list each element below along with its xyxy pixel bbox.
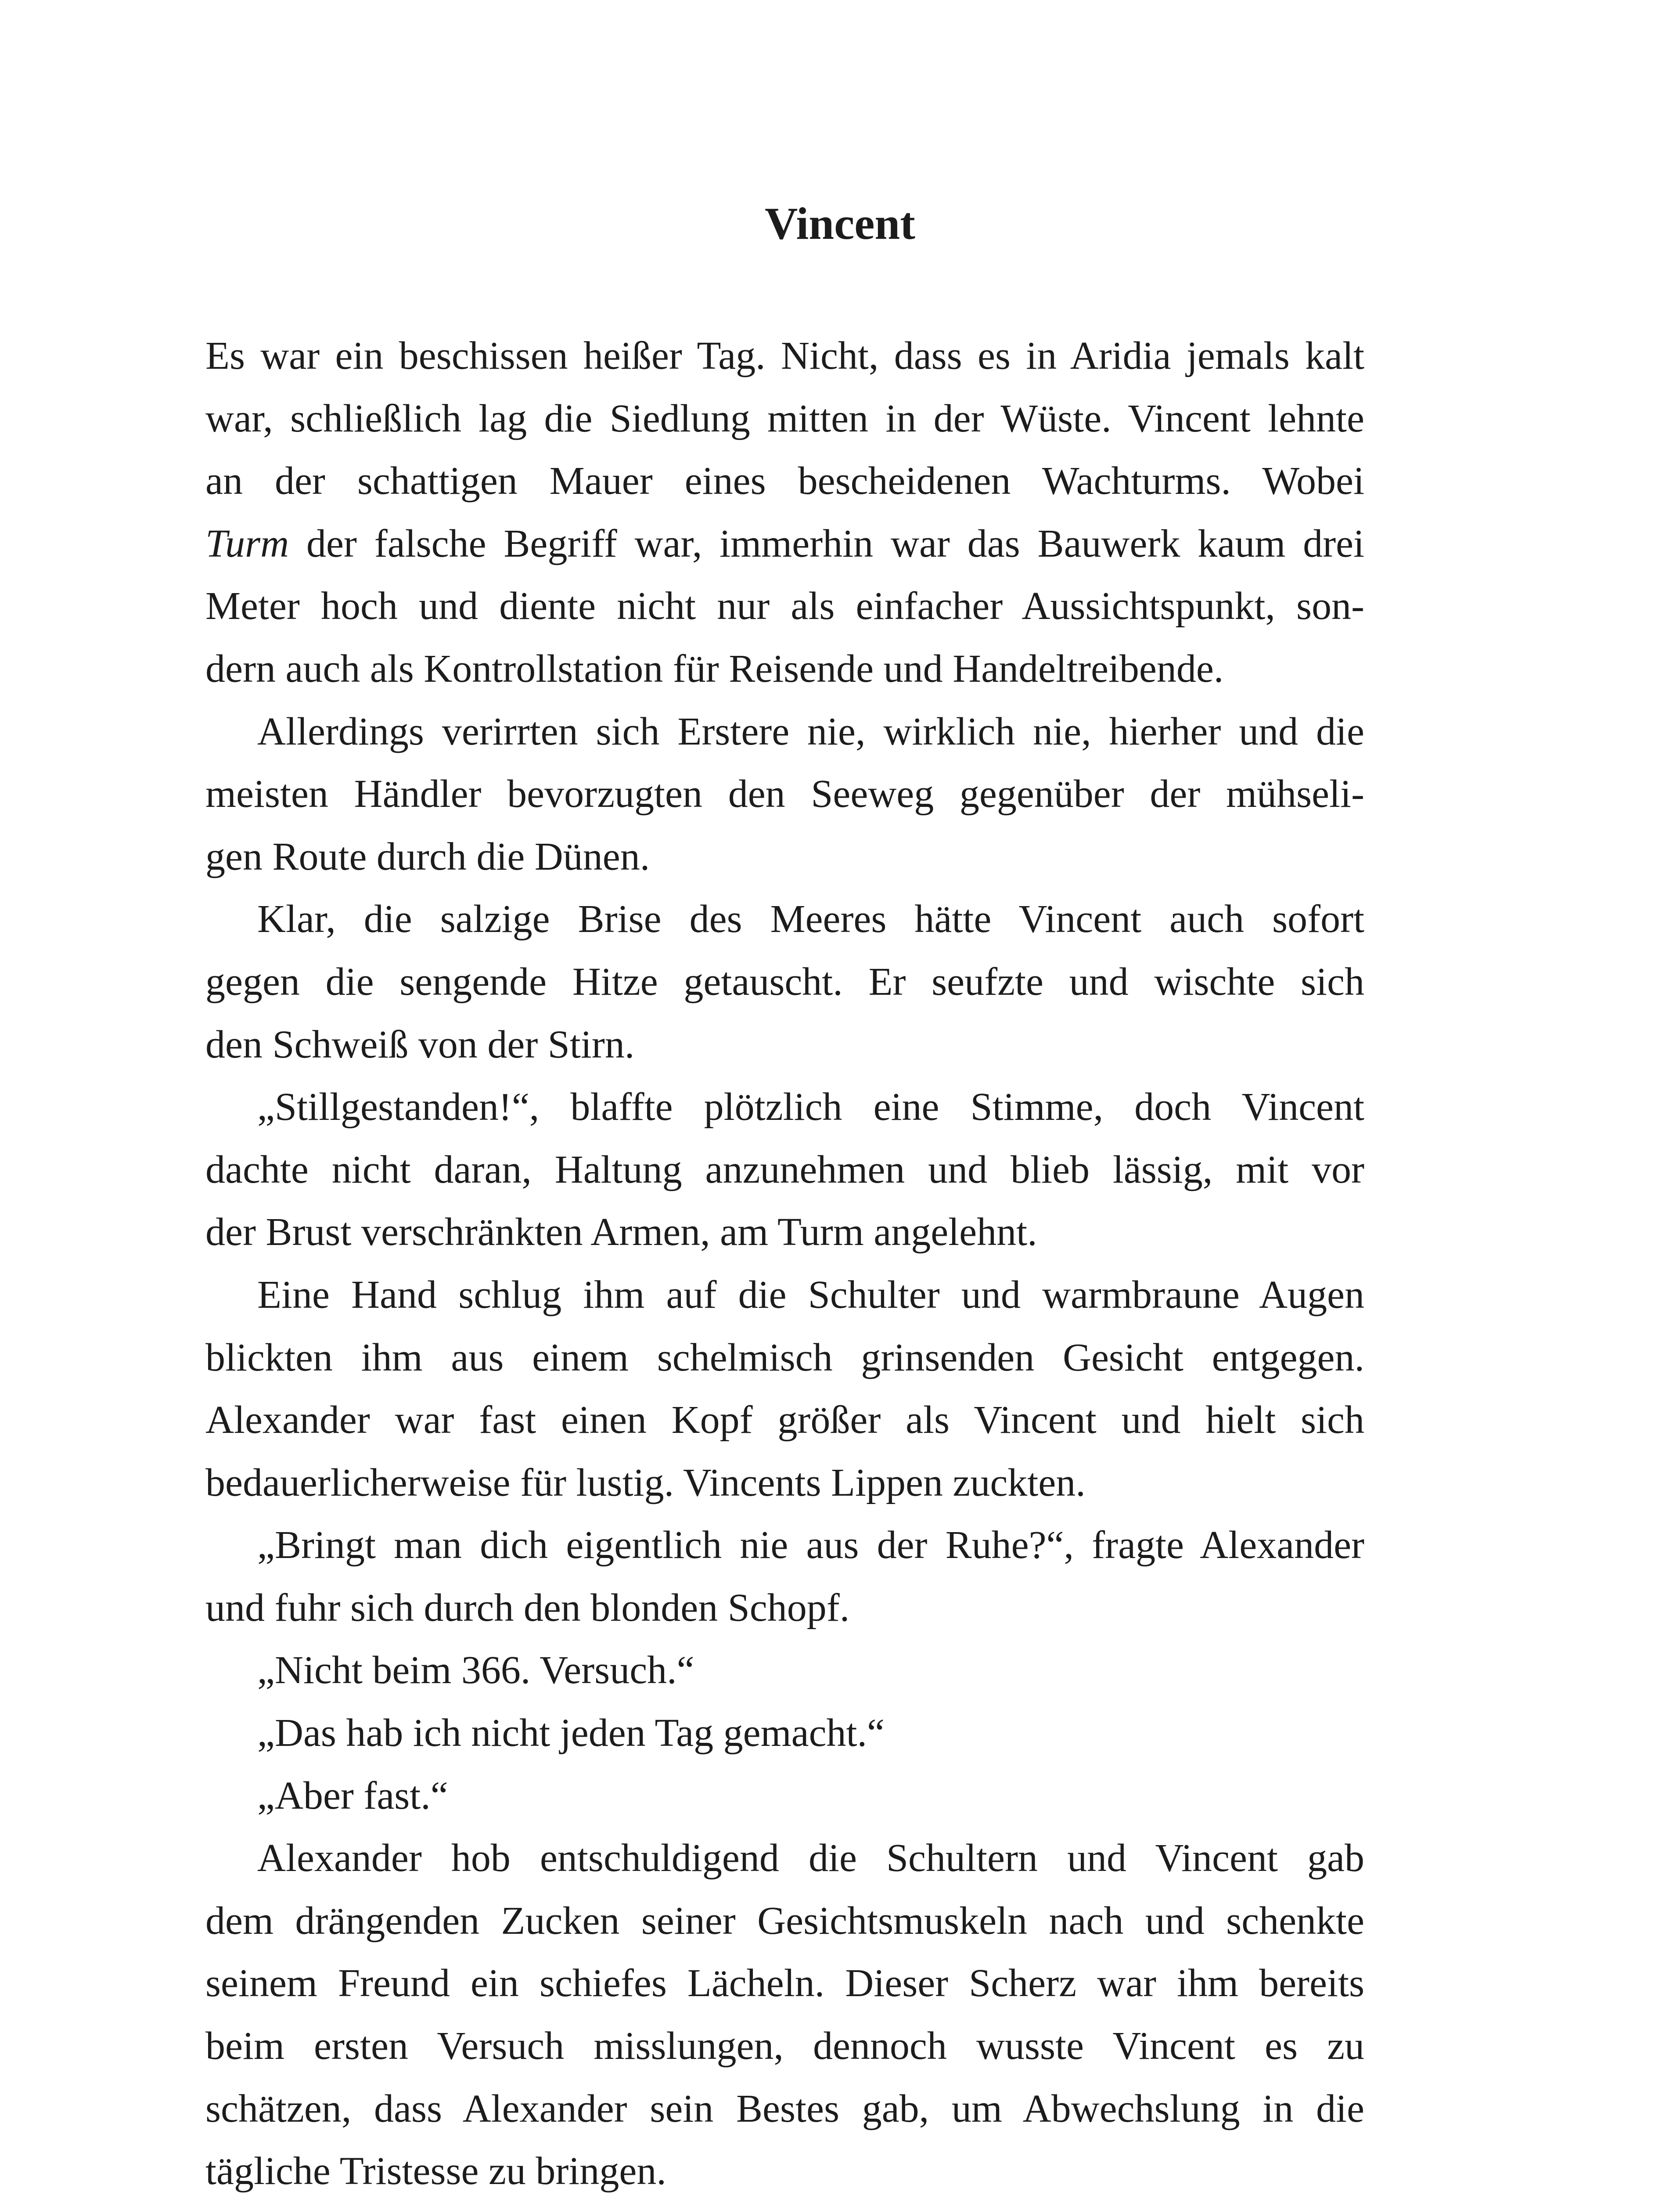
text-line [205,1890,1364,1953]
text-line-content: Es war ein beschissen heißer Tag. Nicht, dass es in Aridia jemals kalt [205,334,1364,378]
text-line [205,2015,1364,2078]
text-line [205,951,1364,1014]
text-line [205,763,1364,826]
text-line-content: „Das hab ich nicht jeden Tag gemacht.“ [257,1711,885,1755]
text-line-content: Alexander war fast einen Kopf größer als Vincent und hielt sich [205,1398,1364,1442]
text-line [205,1639,1364,1702]
text-line-content: Eine Hand schlug ihm auf die Schulter und warmbraune Augen [257,1273,1364,1317]
text-line-content: der falsche Begriff war, immerhin war das Bauwerk kaum drei [289,522,1364,565]
text-line-content: gegen die sengende Hitze getauscht. Er seufzte und wischte sich [205,960,1364,1004]
text-line [205,638,1364,701]
text-line [205,826,1364,889]
text-line-content: an der schattigen Mauer eines bescheidenen Wachturms. Wobei [205,459,1364,503]
text-line [205,325,1364,388]
text-line-content: bedauerlicherweise für lustig. Vincents Lippen zuckten. [205,1461,1086,1504]
text-line-content: war, schließlich lag die Siedlung mitten in der Wüste. Vincent lehnte [205,396,1364,440]
text-line-content: gen Route durch die Dünen. [205,835,650,878]
text-line [205,888,1364,951]
text-line [205,1702,1364,1765]
text-line [205,1765,1364,1828]
text-line [205,513,1364,576]
text-line-content: beim ersten Versuch misslungen, dennoch wusste Vincent es zu [205,2024,1364,2068]
text-line [205,575,1364,638]
text-line-content: Meter hoch und diente nicht nur als einfacher Aussichtspunkt, son- [205,584,1364,628]
text-line [205,450,1364,513]
text-line [205,1514,1364,1577]
text-line-content: „Aber fast.“ [257,1774,448,1817]
text-line [205,1201,1364,1264]
text-line [205,1389,1364,1452]
text-line [205,1952,1364,2015]
text-line-content: tägliche Tristesse zu bringen. [205,2149,666,2193]
text-line-content: den Schweiß von der Stirn. [205,1022,635,1066]
text-line [205,701,1364,763]
text-line-content: der Brust verschränkten Armen, am Turm angelehnt. [205,1210,1037,1254]
text-line-content: dem drängenden Zucken seiner Gesichtsmuskeln nach und schenkte [205,1899,1364,1943]
text-line [205,1014,1364,1076]
text-line-content: blickten ihm aus einem schelmisch grinsenden Gesicht entgegen. [205,1335,1364,1379]
text-line [205,1327,1364,1389]
text-line [205,1577,1364,1640]
text-line-content: Alexander hob entschuldigend die Schultern und Vincent gab [257,1836,1364,1880]
text-line-content: meisten Händler bevorzugten den Seeweg gegenüber der mühseli- [205,772,1364,816]
text-line-content: dern auch als Kontrollstation für Reisende und Handeltreibende. [205,647,1224,691]
text-line-content: „Bringt man dich eigentlich nie aus der Ruhe?“, fragte Alexander [257,1523,1364,1567]
text-line-content: dachte nicht daran, Haltung anzunehmen und blieb lässig, mit vor [205,1148,1364,1191]
text-line [205,388,1364,450]
text-line-content: Klar, die salzige Brise des Meeres hätte Vincent auch sofort [257,897,1364,941]
body-text [205,325,1364,2195]
text-line [205,1452,1364,1515]
text-line-content: „Nicht beim 366. Versuch.“ [257,1648,694,1692]
text-line [205,1139,1364,1202]
text-line [205,2140,1364,2195]
text-line [205,1264,1364,1327]
text-line-content: schätzen, dass Alexander sein Bestes gab, um Abwechslung in die [205,2087,1364,2130]
text-line [205,2078,1364,2141]
text-line-content: Allerdings verirrten sich Erstere nie, wirklich nie, hierher und die [257,709,1364,753]
chapter-title: Vincent [765,198,915,249]
text-line [205,1827,1364,1890]
text-line-content: seinem Freund ein schiefes Lächeln. Dieser Scherz war ihm bereits [205,1961,1364,2005]
italic-word: Turm [205,522,289,565]
text-line [205,1076,1364,1139]
text-line-content: „Stillgestanden!“, blaffte plötzlich eine Stimme, doch Vincent [257,1085,1364,1129]
text-line-content: und fuhr sich durch den blonden Schopf. [205,1586,850,1630]
